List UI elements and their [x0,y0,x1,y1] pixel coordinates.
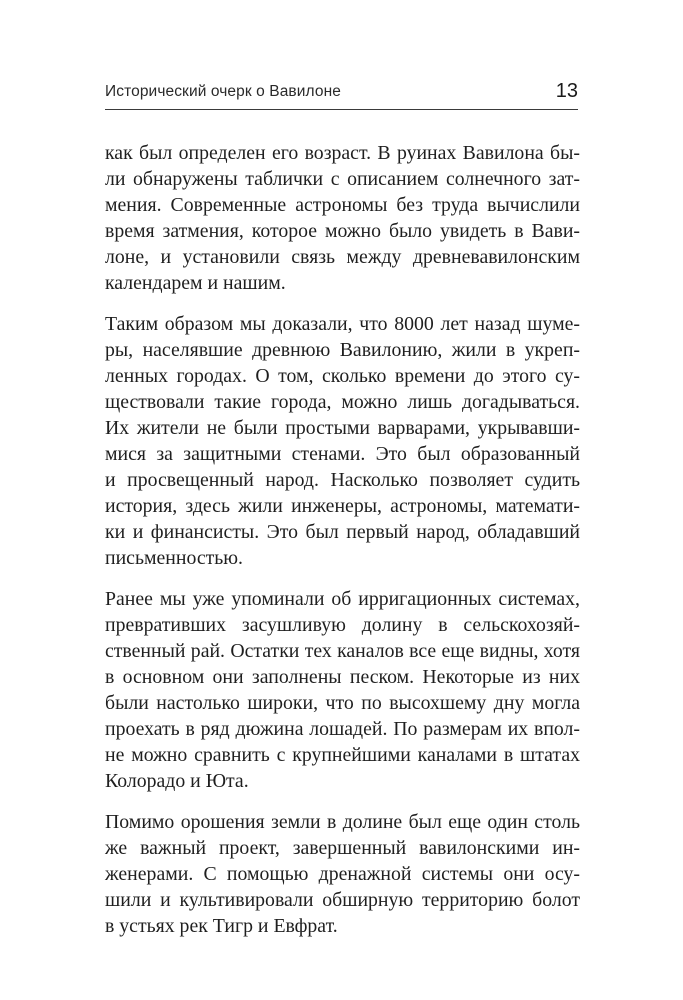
text-line: ственный рай. Остатки тех каналов все еще видны, хотя [105,640,580,662]
text-line: ли обнаружены таблички с описанием солнечного зат- [105,168,580,190]
header-divider [105,109,578,110]
text-line: письменностью. [105,547,243,569]
text-line: Их жители не были простыми варварами, укрывавши- [105,417,580,439]
text-line: календарем и нашим. [105,272,286,294]
text-line: были настолько широки, что по высохшему дну могла [105,692,580,714]
paragraph-3 [105,586,580,794]
running-head [105,80,578,104]
text-line: время затмения, которое можно было увидеть в Вави- [105,220,580,242]
text-line: шили и культивировали обширную территорию болот [105,889,580,911]
text-line: история, здесь жили инженеры, астрономы, математи- [105,495,580,517]
text-line: мения. Современные астрономы без труда вычислили [105,194,580,216]
text-line: Таким образом мы доказали, что 8000 лет назад шуме- [105,313,580,335]
text-line: ществовали такие города, можно лишь догадываться. [105,391,580,413]
text-line: в основном они заполнены песком. Некоторые из них [105,666,580,688]
text-line: Помимо орошения земли в долине был еще один столь [105,811,580,833]
page-number: 13 [555,80,578,102]
text-line: ленных городах. О том, сколько времени до этого су- [105,365,580,387]
text-line: женерами. С помощью дренажной системы они осу- [105,863,580,885]
text-line: как был определен его возраст. В руинах Вавилона бы- [105,142,580,164]
text-line: не можно сравнить с крупнейшими каналами в штатах [105,744,580,766]
paragraph-2 [105,311,580,571]
text-line: ки и финансисты. Это был первый народ, обладавший [105,521,580,543]
text-line: лоне, и установили связь между древневавилонским [105,246,580,268]
text-line: проехать в ряд дюжина лошадей. По размерам их впол- [105,718,580,740]
running-title: Исторический очерк о Вавилоне [105,83,341,100]
body-text [105,140,580,954]
text-line: Ранее мы уже упоминали об ирригационных системах, [105,588,580,610]
paragraph-1 [105,140,580,296]
text-line: и просвещенный народ. Насколько позволяет судить [105,469,580,491]
text-line: же важный проект, завершенный вавилонскими ин- [105,837,580,859]
paragraph-4 [105,809,580,939]
text-line: ры, населявшие древнюю Вавилонию, жили в укреп- [105,339,580,361]
text-line: Колорадо и Юта. [105,770,249,792]
text-line: мися за защитными стенами. Это был образованный [105,443,580,465]
text-line: превративших засушливую долину в сельскохозяй- [105,614,580,636]
text-line: в устьях рек Тигр и Евфрат. [105,915,338,937]
